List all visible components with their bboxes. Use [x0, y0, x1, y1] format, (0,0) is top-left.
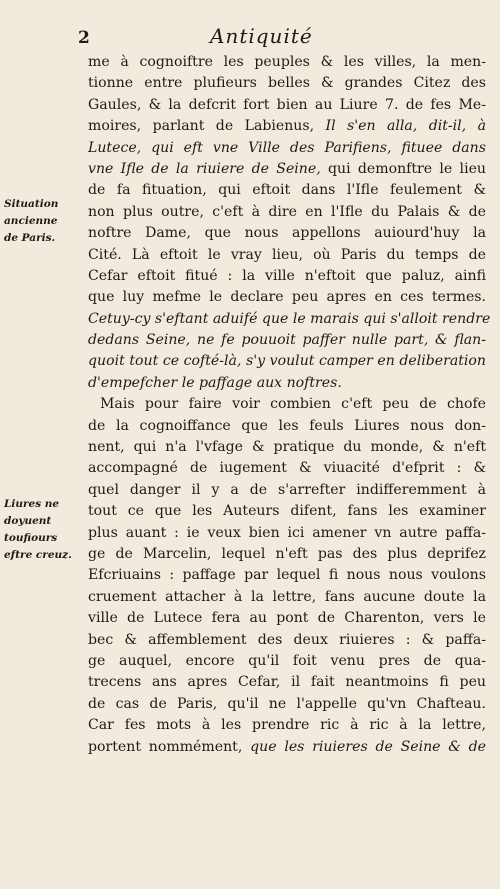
text-line	[88, 95, 486, 116]
italic-text: Cetuy-cy s'eftant aduifé que le marais qui s'alloit rendre	[88, 310, 491, 327]
roman-text: noftre Dame, que nous appellons auiourd'huy la	[88, 225, 486, 242]
text-line	[88, 52, 486, 73]
text-line	[88, 587, 486, 608]
text-line	[88, 223, 486, 244]
text-line	[88, 694, 486, 715]
text-line	[88, 202, 486, 223]
text-line	[88, 480, 486, 501]
text-line	[88, 394, 486, 415]
italic-text: Il s'en alla, dit-il, à	[325, 118, 486, 135]
italic-text: d'empefcher le paffage aux noftres.	[88, 374, 342, 391]
text-line	[88, 266, 486, 287]
italic-text: Lutece, qui eft vne Ville des Parifiens, fituee dans	[88, 139, 486, 156]
roman-text: Gaules, & la defcrit fort bien au Liure 7. de fes Me-	[88, 96, 486, 113]
margin-note-situation	[4, 196, 82, 247]
text-line	[88, 351, 486, 372]
text-line	[88, 287, 486, 308]
page-number: 2	[78, 28, 90, 48]
roman-text: nent, qui n'a l'vfage & pratique du monde, & n'eft	[88, 439, 486, 456]
roman-text: ville de Lutece fera au pont de Charenton, vers le	[88, 610, 486, 627]
roman-text: de fa fituation, qui eftoit dans l'Ifle feulement &	[88, 182, 486, 199]
italic-text: quoit tout ce cofté-là, s'y voulut camper en deliberation	[88, 353, 486, 370]
roman-text: tionne entre plufieurs belles & grandes Citez des	[88, 75, 486, 92]
roman-text: ge de Marcelin, lequel n'eft pas des plus deprifez	[88, 545, 486, 562]
roman-text: que luy mefme le declare peu apres en ces termes.	[88, 289, 486, 306]
italic-text: vne Ifle de la riuiere de Seine,	[88, 160, 321, 177]
text-line	[88, 373, 486, 394]
margin-note-line: eftre creuz.	[4, 549, 72, 561]
text-line	[88, 159, 486, 180]
roman-text: Cefar eftoit fitué : la ville n'eftoit que paluz, ainfi	[88, 267, 486, 284]
margin-note-line: toufiours	[4, 532, 58, 544]
roman-text: qui demonftre le lieu	[320, 160, 486, 177]
text-line	[88, 672, 486, 693]
text-line	[88, 608, 486, 629]
text-line	[88, 330, 486, 351]
margin-note-line: de Paris.	[4, 232, 56, 244]
margin-note-line: Situation	[4, 198, 59, 210]
roman-text: portent nommément,	[88, 738, 251, 755]
text-line	[88, 651, 486, 672]
roman-text: de cas de Paris, qu'il ne l'appelle qu'vn Chafteau.	[88, 695, 486, 712]
body-text	[88, 52, 491, 758]
text-line	[88, 138, 486, 159]
text-line	[88, 523, 486, 544]
text-line	[88, 73, 486, 94]
roman-text: non plus outre, c'eft à dire en l'Ifle du Palais & de	[88, 203, 486, 220]
text-line	[88, 437, 486, 458]
margin-note-liures	[4, 496, 82, 564]
roman-text: Efcriuains : paffage par lequel fi nous nous voulons	[88, 567, 486, 584]
italic-text: que les riuieres de Seine & de	[250, 738, 486, 755]
italic-text: dedans Seine, ne fe pouuoit paffer nulle part, & flan-	[88, 332, 486, 349]
roman-text: accompagné de iugement & viuacité d'efprit : &	[88, 460, 486, 477]
roman-text: trecens ans apres Cefar, il fait neantmoins fi peu	[88, 674, 486, 691]
text-line	[88, 416, 486, 437]
roman-text: ge auquel, encore qu'il foit venu pres de qua-	[88, 652, 486, 669]
roman-text: plus auant : ie veux bien ici amener vn autre paffa-	[88, 524, 486, 541]
roman-text: tout ce que les Auteurs difent, fans les examiner	[88, 503, 486, 520]
roman-text: bec & affemblement des deux riuieres : & paffa-	[88, 631, 486, 648]
text-line	[88, 501, 486, 522]
roman-text: Car fes mots à les prendre ric à ric à la lettre,	[88, 717, 486, 734]
margin-note-line: ancienne	[4, 215, 58, 227]
text-line	[88, 630, 486, 651]
text-line	[88, 715, 486, 736]
text-line	[88, 565, 486, 586]
text-line	[88, 180, 486, 201]
roman-text: cruement attacher à la lettre, fans aucune doute la	[88, 588, 486, 605]
margin-note-line: doyuent	[4, 515, 52, 527]
roman-text: me à cognoiftre les peuples & les villes, la men-	[88, 54, 486, 70]
text-line	[88, 116, 486, 137]
text-line	[88, 544, 486, 565]
text-line	[88, 245, 486, 266]
roman-text: Cité. Là eftoit le vray lieu, où Paris du temps de	[88, 246, 486, 263]
running-head: Antiquité	[210, 24, 313, 48]
margin-note-line: Liures ne	[4, 498, 60, 510]
text-line	[88, 458, 486, 479]
text-line	[88, 737, 486, 758]
roman-text: moires, parlant de Labienus,	[88, 118, 326, 135]
text-line	[88, 309, 491, 330]
roman-text: de la cognoiffance que les feuls Liures nous don-	[88, 417, 486, 434]
roman-text: quel danger il y a de s'arrefter indifferemment à	[88, 481, 486, 498]
roman-text: Mais pour faire voir combien c'eft peu de chofe	[100, 396, 486, 413]
